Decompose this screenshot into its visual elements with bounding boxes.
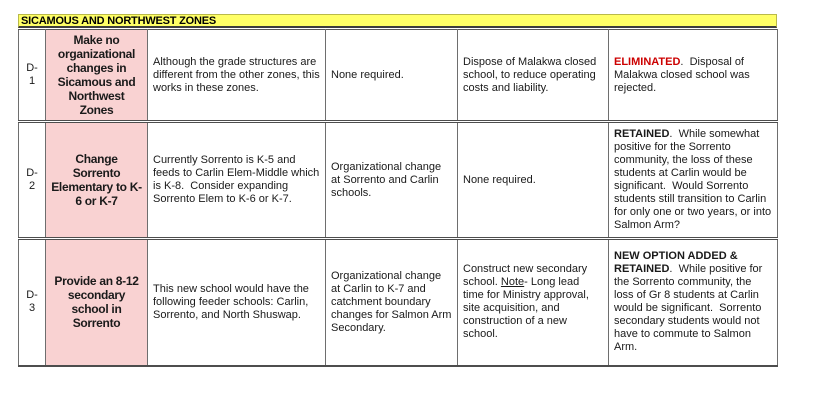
- status-text: . While positive for the Sorrento community, the loss of Gr 8 students at Carlin would be significant. Sorrento secondary students would not have to commute to Salmon Arm.: [614, 263, 763, 354]
- table-row: [19, 239, 778, 366]
- action-text-post: - Long lead time for Ministry approval, site acquisition, and construction of a new school.: [463, 276, 589, 341]
- org-change-cell: Organizational change at Carlin to K-7 and catchment boundary changes for Salmon Arm Secondary.: [326, 239, 458, 366]
- status-cell: [609, 122, 778, 239]
- action-cell: Dispose of Malakwa closed school, to reduce operating costs and liability.: [458, 30, 609, 122]
- status-cell: [609, 30, 778, 122]
- action-cell: None required.: [458, 122, 609, 239]
- status-text: . While somewhat positive for the Sorrento community, the loss of these students at Carlin would be significant. Would Sorrento students still transition to Carlin for only one or two years, or into Salmon Arm?: [614, 128, 772, 231]
- options-table-section: [18, 14, 777, 367]
- option-cell: Provide an 8-12 secondary school in Sorrento: [46, 239, 148, 366]
- row-id-cell: D-1: [19, 30, 46, 122]
- rationale-cell: Although the grade structures are different from the other zones, this works in these zones.: [148, 30, 326, 122]
- org-change-cell: None required.: [326, 30, 458, 122]
- table-row: [19, 30, 778, 122]
- options-table: [18, 29, 778, 367]
- action-cell: [458, 239, 609, 366]
- org-change-cell: Organizational change at Sorrento and Carlin schools.: [326, 122, 458, 239]
- section-header: SICAMOUS AND NORTHWEST ZONES: [18, 14, 777, 28]
- table-row: [19, 122, 778, 239]
- option-cell: Change Sorrento Elementary to K-6 or K-7: [46, 122, 148, 239]
- action-note-underlined: Note: [500, 276, 525, 289]
- row-id-cell: D-3: [19, 239, 46, 366]
- option-cell: Make no organizational changes in Sicamous and Northwest Zones: [46, 30, 148, 122]
- status-cell: [609, 239, 778, 366]
- row-id-cell: D-2: [19, 122, 46, 239]
- rationale-cell: Currently Sorrento is K-5 and feeds to Carlin Elem-Middle which is K-8. Consider expanding Sorrento Elem to K-6 or K-7.: [148, 122, 326, 239]
- rationale-cell: This new school would have the following feeder schools: Carlin, Sorrento, and North Shuswap.: [148, 239, 326, 366]
- status-label: NEW OPTION ADDED & RETAINED: [614, 250, 738, 276]
- status-label: RETAINED: [614, 128, 670, 140]
- status-label: ELIMINATED: [614, 55, 681, 68]
- status-text: . Disposal of Malakwa closed school was rejected.: [614, 55, 750, 94]
- action-text-pre: Construct new secondary school.: [463, 263, 588, 289]
